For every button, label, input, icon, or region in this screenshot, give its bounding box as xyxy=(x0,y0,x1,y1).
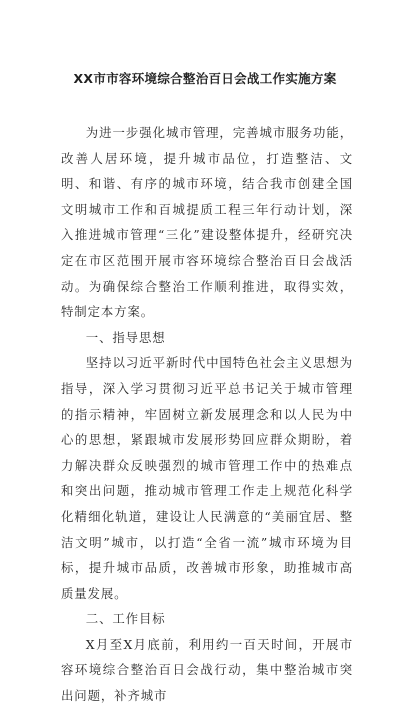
section-heading-guiding-ideology: 一、指导思想 xyxy=(85,329,166,345)
intro-paragraph: 为进一步强化城市管理，完善城市服务功能，改善人居环境，提升城市品位，打造整洁、文明、和谐、有序的城市环境，结合我市创建全国文明城市工作和百城提质工程三年行动计划，深入推进城市管理“三化”建设整体提升，经研究决定在市区范围开展市容环境综合整治百日会战活动。为确保综合整治工作顺利推进，取得实效，特制定本方案。 xyxy=(61,125,353,320)
work-goals-paragraph: X月至X月底前，利用约一百天时间，开展市容环境综合整治百日会战行动，集中整治城市突出问题，补齐城市 xyxy=(61,636,353,704)
document-body xyxy=(61,120,353,709)
guiding-ideology-paragraph: 坚持以习近平新时代中国特色社会主义思想为指导，深入学习贯彻习近平总书记关于城市管理的指示精神，牢固树立新发展理念和以人民为中心的思想，紧跟城市发展形势回应群众期盼，着力解决群众反映强烈的城市管理工作中的热难点和突出问题，推动城市管理工作走上规范化科学化精细化轨道，建设让人民满意的“美丽宜居、整洁文明”城市，以打造“全省一流”城市环境为目标，提升城市品质，改善城市形象，助推城市高质量发展。 xyxy=(61,355,353,601)
document-title: XX市市容环境综合整治百日会战工作实施方案 xyxy=(73,71,337,86)
section-heading-work-goals: 二、工作目标 xyxy=(85,611,166,627)
